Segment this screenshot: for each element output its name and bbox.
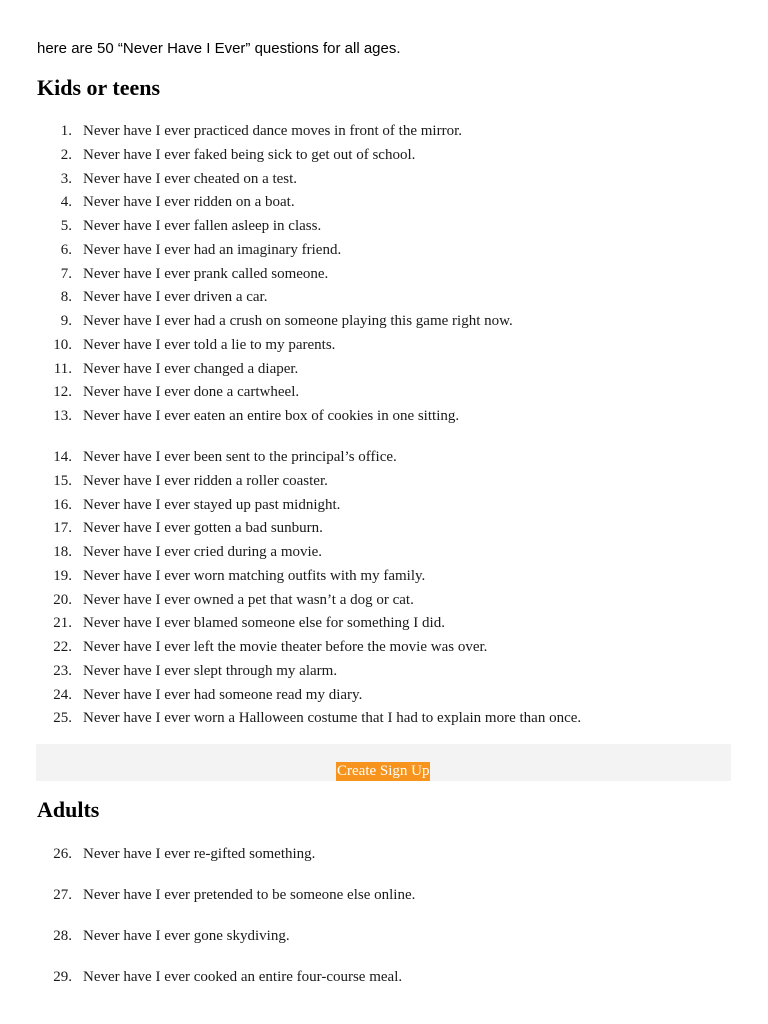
section-heading-kids: Kids or teens <box>37 75 161 100</box>
question-text: Never have I ever left the movie theater before the movie was over. <box>83 639 488 655</box>
list-number: 6. <box>60 241 72 258</box>
list-number: 26. <box>53 846 72 862</box>
question-text: Never have I ever eaten an entire box of cookies in one sitting. <box>83 408 460 424</box>
question-text: Never have I ever done a cartwheel. <box>83 384 300 401</box>
create-sign-up-button[interactable]: Create Sign Up <box>337 763 430 779</box>
list-number: 24. <box>53 686 72 703</box>
list-number: 11. <box>53 360 72 377</box>
list-number: 28. <box>53 928 72 944</box>
question-text: Never have I ever stayed up past midnight. <box>83 496 341 513</box>
list-number: 9. <box>60 313 72 329</box>
list-number: 4. <box>60 194 72 211</box>
question-text: Never have I ever faked being sick to get out of school. <box>83 146 416 163</box>
question-text: Never have I ever ridden a roller coaster. <box>83 472 328 489</box>
list-number: 5. <box>60 218 72 234</box>
question-text: Never have I ever cooked an entire four-course meal. <box>83 969 403 985</box>
question-text: Never have I ever told a lie to my parents. <box>83 336 336 353</box>
question-text: Never have I ever had an imaginary friend. <box>83 241 342 258</box>
list-number: 20. <box>53 591 72 608</box>
list-number: 29. <box>53 969 72 985</box>
question-text: Never have I ever been sent to the principal’s office. <box>83 449 397 465</box>
list-number: 1. <box>60 123 72 139</box>
list-number: 16. <box>53 496 72 513</box>
question-text: Never have I ever cried during a movie. <box>83 544 323 560</box>
list-number: 3. <box>60 170 72 187</box>
list-number: 7. <box>60 265 72 282</box>
question-text: Never have I ever had someone read my diary. <box>83 686 363 703</box>
list-number: 21. <box>53 615 72 632</box>
question-text: Never have I ever worn matching outfits with my family. <box>83 567 426 584</box>
list-number: 10. <box>53 336 72 353</box>
list-number: 12. <box>53 384 72 401</box>
question-text: Never have I ever fallen asleep in class. <box>83 218 322 234</box>
intro-text: here are 50 “Never Have I Ever” questions for all ages. <box>37 40 401 57</box>
question-text: Never have I ever practiced dance moves in front of the mirror. <box>83 123 462 139</box>
question-text: Never have I ever slept through my alarm. <box>83 662 338 679</box>
question-text: Never have I ever changed a diaper. <box>83 360 299 377</box>
question-text: Never have I ever ridden on a boat. <box>83 194 295 211</box>
question-text: Never have I ever driven a car. <box>83 289 268 306</box>
list-number: 18. <box>53 544 72 560</box>
question-text: Never have I ever blamed someone else for something I did. <box>83 615 445 632</box>
question-text: Never have I ever pretended to be someone else online. <box>83 887 416 903</box>
list-number: 13. <box>53 408 72 424</box>
list-number: 23. <box>53 662 72 679</box>
list-number: 15. <box>53 472 72 489</box>
question-text: Never have I ever re-gifted something. <box>83 846 316 862</box>
list-number: 2. <box>60 146 72 163</box>
question-text: Never have I ever owned a pet that wasn’t a dog or cat. <box>83 591 414 608</box>
question-text: Never have I ever gotten a bad sunburn. <box>83 520 323 537</box>
question-text: Never have I ever had a crush on someone playing this game right now. <box>83 313 513 329</box>
list-number: 25. <box>53 710 72 727</box>
list-number: 22. <box>53 639 72 655</box>
list-number: 8. <box>60 289 72 306</box>
question-text: Never have I ever prank called someone. <box>83 265 329 282</box>
list-number: 19. <box>53 567 72 584</box>
list-number: 14. <box>53 449 72 465</box>
list-number: 17. <box>53 520 72 537</box>
question-text: Never have I ever worn a Halloween costume that I had to explain more than once. <box>83 710 582 727</box>
section-heading-adults: Adults <box>37 797 100 822</box>
question-text: Never have I ever cheated on a test. <box>83 170 298 187</box>
list-number: 27. <box>53 887 72 903</box>
question-text: Never have I ever gone skydiving. <box>83 928 290 944</box>
